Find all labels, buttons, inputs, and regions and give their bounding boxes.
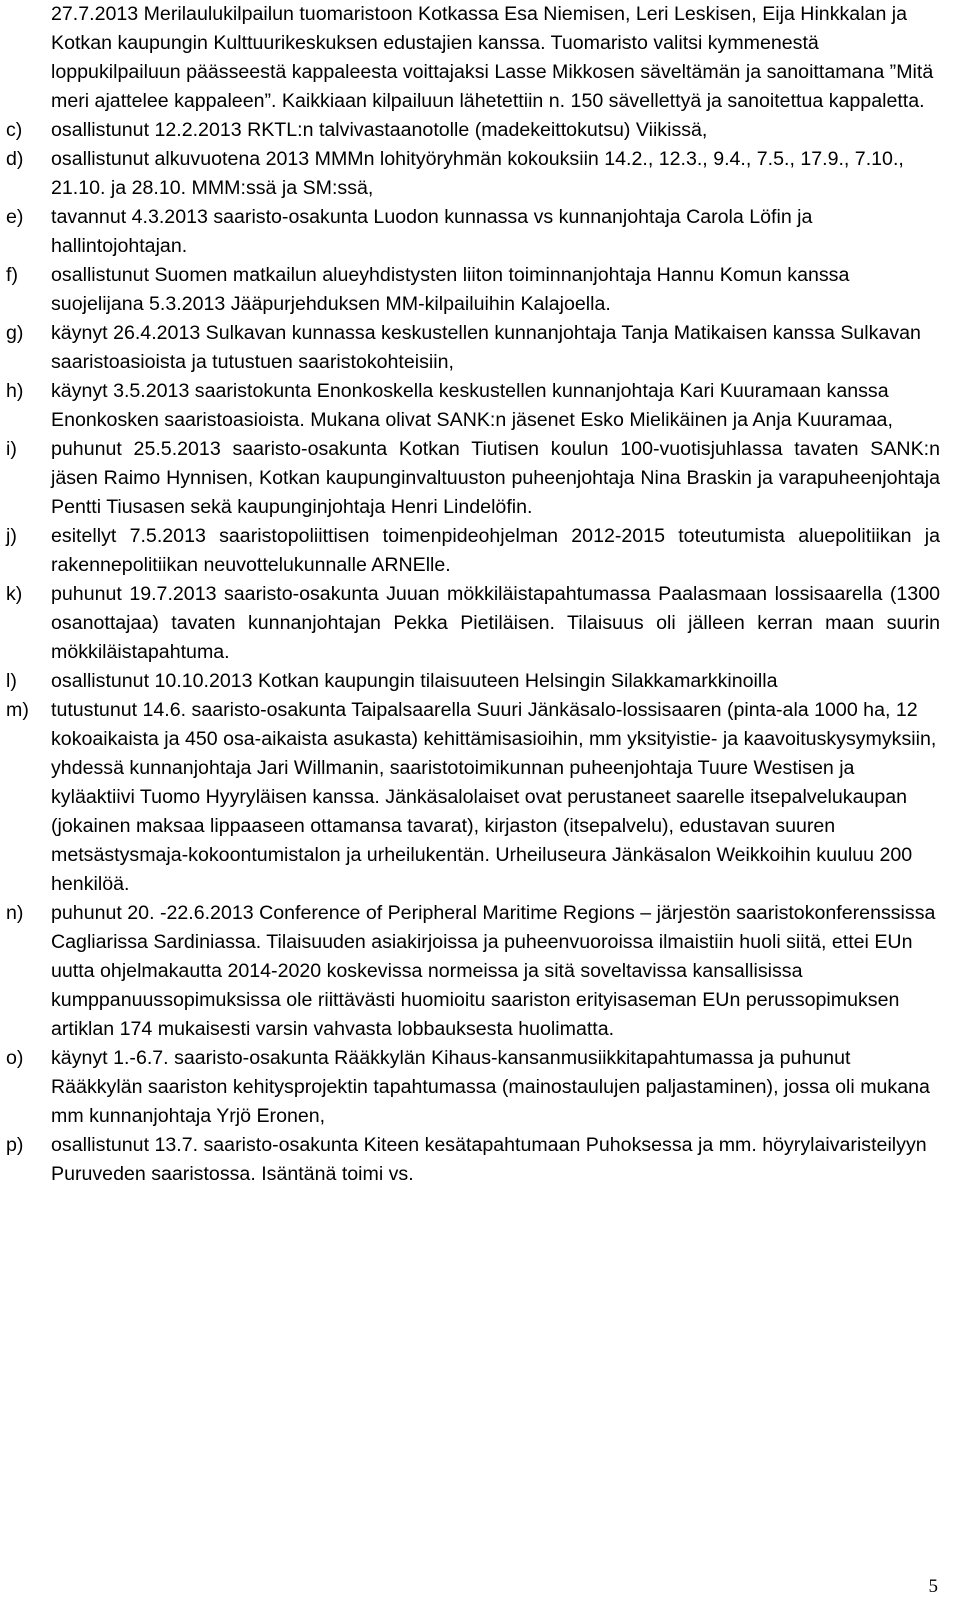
list-item-text: osallistunut Suomen matkailun alueyhdistysten liiton toiminnanjohtaja Hannu Komun kanssa suojelijana 5.3.2013 Jääpurjehduksen MM-kilpailuihin Kalajoella. — [51, 264, 850, 315]
list-item-text: osallistunut alkuvuotena 2013 MMMn lohityöryhmän kokouksiin 14.2., 12.3., 9.4., 7.5., 17.9., 7.10., 21.10. ja 28.10. MMM:ssä ja SM:ssä, — [51, 148, 904, 199]
list-item-j — [6, 522, 940, 580]
list-item-h — [6, 377, 940, 435]
list-item-m — [6, 696, 940, 899]
list-item-n — [6, 899, 940, 1044]
list-item-g — [6, 319, 940, 377]
list-item-text: käynyt 26.4.2013 Sulkavan kunnassa keskustellen kunnanjohtaja Tanja Matikaisen kanssa Sulkavan saaristoasioista ja tutustuen saaristokohteisiin, — [51, 322, 921, 373]
list-marker: g) — [6, 322, 24, 344]
list-marker: f) — [6, 264, 18, 286]
list-marker: c) — [6, 119, 23, 141]
list-marker: i) — [6, 438, 17, 460]
list-item-text: osallistunut 10.10.2013 Kotkan kaupungin tilaisuuteen Helsingin Silakkamarkkinoilla — [51, 670, 778, 692]
list-marker: d) — [6, 148, 24, 170]
list-item-f — [6, 261, 940, 319]
list-item-i — [6, 435, 940, 522]
list-item-d — [6, 145, 940, 203]
list-marker: h) — [6, 380, 24, 402]
list-marker: p) — [6, 1134, 24, 1156]
list-item-text: käynyt 3.5.2013 saaristokunta Enonkoskella keskustellen kunnanjohtaja Kari Kuuramaan kanssa Enonkosken saaristoasioista. Mukana olivat SANK:n jäsenet Esko Mielikäinen ja Anja Kuuramaa, — [51, 380, 893, 431]
list-item-text: puhunut 20. -22.6.2013 Conference of Peripheral Maritime Regions – järjestön saaristokonferenssissa Cagliarissa Sardiniassa. Tilaisuuden asiakirjoissa ja puheenvuoroissa ilmaistiin huoli siitä, ettei EUn uutta ohjelmakautta 2014-2020 koskevissa normeissa ja sitä soveltavissa kansallisissa kumppanuussopimuksissa ole riittävästi huomioitu saariston erityisaseman EUn perussopimuksen artiklan 174 mukaisesti varsin vahvasta lobbauksesta huolimatta. — [51, 902, 936, 1040]
list-item-c — [6, 116, 940, 145]
list-item-p — [6, 1131, 940, 1189]
document-page — [6, 0, 940, 1189]
list-item-text: osallistunut 12.2.2013 RKTL:n talvivastaanotolle (madekeittokutsu) Viikissä, — [51, 119, 708, 141]
intro-paragraph: 27.7.2013 Merilaulukilpailun tuomaristoon Kotkassa Esa Niemisen, Leri Leskisen, Eija Hinkkalan ja Kotkan kaupungin Kulttuurikeskuksen edustajien kanssa. Tuomaristo valitsi kymmenestä loppukilpailuun päässeestä kappaleesta voittajaksi Lasse Mikkosen säveltämän ja sanoittamana ”Mitä meri ajattelee kappaleen”. Kaikkiaan kilpailuun lähetettiin n. 150 sävellettyä ja sanoitettua kappaletta. — [51, 3, 934, 112]
list-marker: m) — [6, 699, 29, 721]
list-marker: j) — [6, 525, 17, 547]
page-number: 5 — [928, 1576, 938, 1597]
list-item-e — [6, 203, 940, 261]
list-item-text: käynyt 1.-6.7. saaristo-osakunta Rääkkylän Kihaus-kansanmusiikkitapahtumassa ja puhunut Rääkkylän saariston kehitysprojektin tapahtumassa (mainostaulujen paljastaminen), jossa oli mukana mm kunnanjohtaja Yrjö Eronen, — [51, 1047, 930, 1127]
list-item-text: puhunut 19.7.2013 saaristo-osakunta Juuan mökkiläistapahtumassa Paalasmaan lossisaarella (1300 osanottajaa) tavaten kunnanjohtajan Pekka Pietiläisen. Tilaisuus oli jälleen kerran maan suurin mökkiläistapahtuma. — [51, 583, 940, 663]
list-item-k — [6, 580, 940, 667]
list-marker: l) — [6, 670, 17, 692]
list-item-text: tavannut 4.3.2013 saaristo-osakunta Luodon kunnassa vs kunnanjohtaja Carola Löfin ja hallintojohtajan. — [51, 206, 813, 257]
list-item-o — [6, 1044, 940, 1131]
list-marker: e) — [6, 206, 24, 228]
list-marker: k) — [6, 583, 23, 605]
list-item-text: esitellyt 7.5.2013 saaristopoliittisen toimenpideohjelman 2012-2015 toteutumista aluepolitiikan ja rakennepolitiikan neuvottelukunnalle ARNElle. — [51, 525, 940, 576]
list-item-text: puhunut 25.5.2013 saaristo-osakunta Kotkan Tiutisen koulun 100-vuotisjuhlassa tavaten SANK:n jäsen Raimo Hynnisen, Kotkan kaupunginvaltuuston puheenjohtaja Nina Braskin ja varapuheenjohtaja Pentti Tiusasen sekä kaupunginjohtaja Henri Lindelöfin. — [51, 438, 940, 518]
list-item-text: tutustunut 14.6. saaristo-osakunta Taipalsaarella Suuri Jänkäsalo-lossisaaren (pinta-ala 1000 ha, 12 kokoaikaista ja 450 osa-aikaista asukasta) kehittämisasioihin, mm yksityistie- ja kaavoituskysymyksiin, yhdessä kunnanjohtaja Jari Willmanin, saaristotoimikunnan puheenjohtaja Tuure Westisen ja kyläaktiivi Tuomo Hyyryläisen kanssa. Jänkäsalolaiset ovat perustaneet saarelle itsepalvelukaupan (jokainen maksaa lippaaseen ottamansa tavarat), kirjaston (itsepalvelu), edustavan suuren metsästysmaja-kokoontumistalon ja urheilukentän. Urheiluseura Jänkäsalon Weikkoihin kuuluu 200 henkilöä. — [51, 699, 937, 895]
list-item-l — [6, 667, 940, 696]
list-marker: n) — [6, 902, 24, 924]
list-marker: o) — [6, 1047, 24, 1069]
list-item-text: osallistunut 13.7. saaristo-osakunta Kiteen kesätapahtumaan Puhoksessa ja mm. höyrylaivaristeilyyn Puruveden saaristossa. Isäntänä toimi vs. — [51, 1134, 927, 1185]
